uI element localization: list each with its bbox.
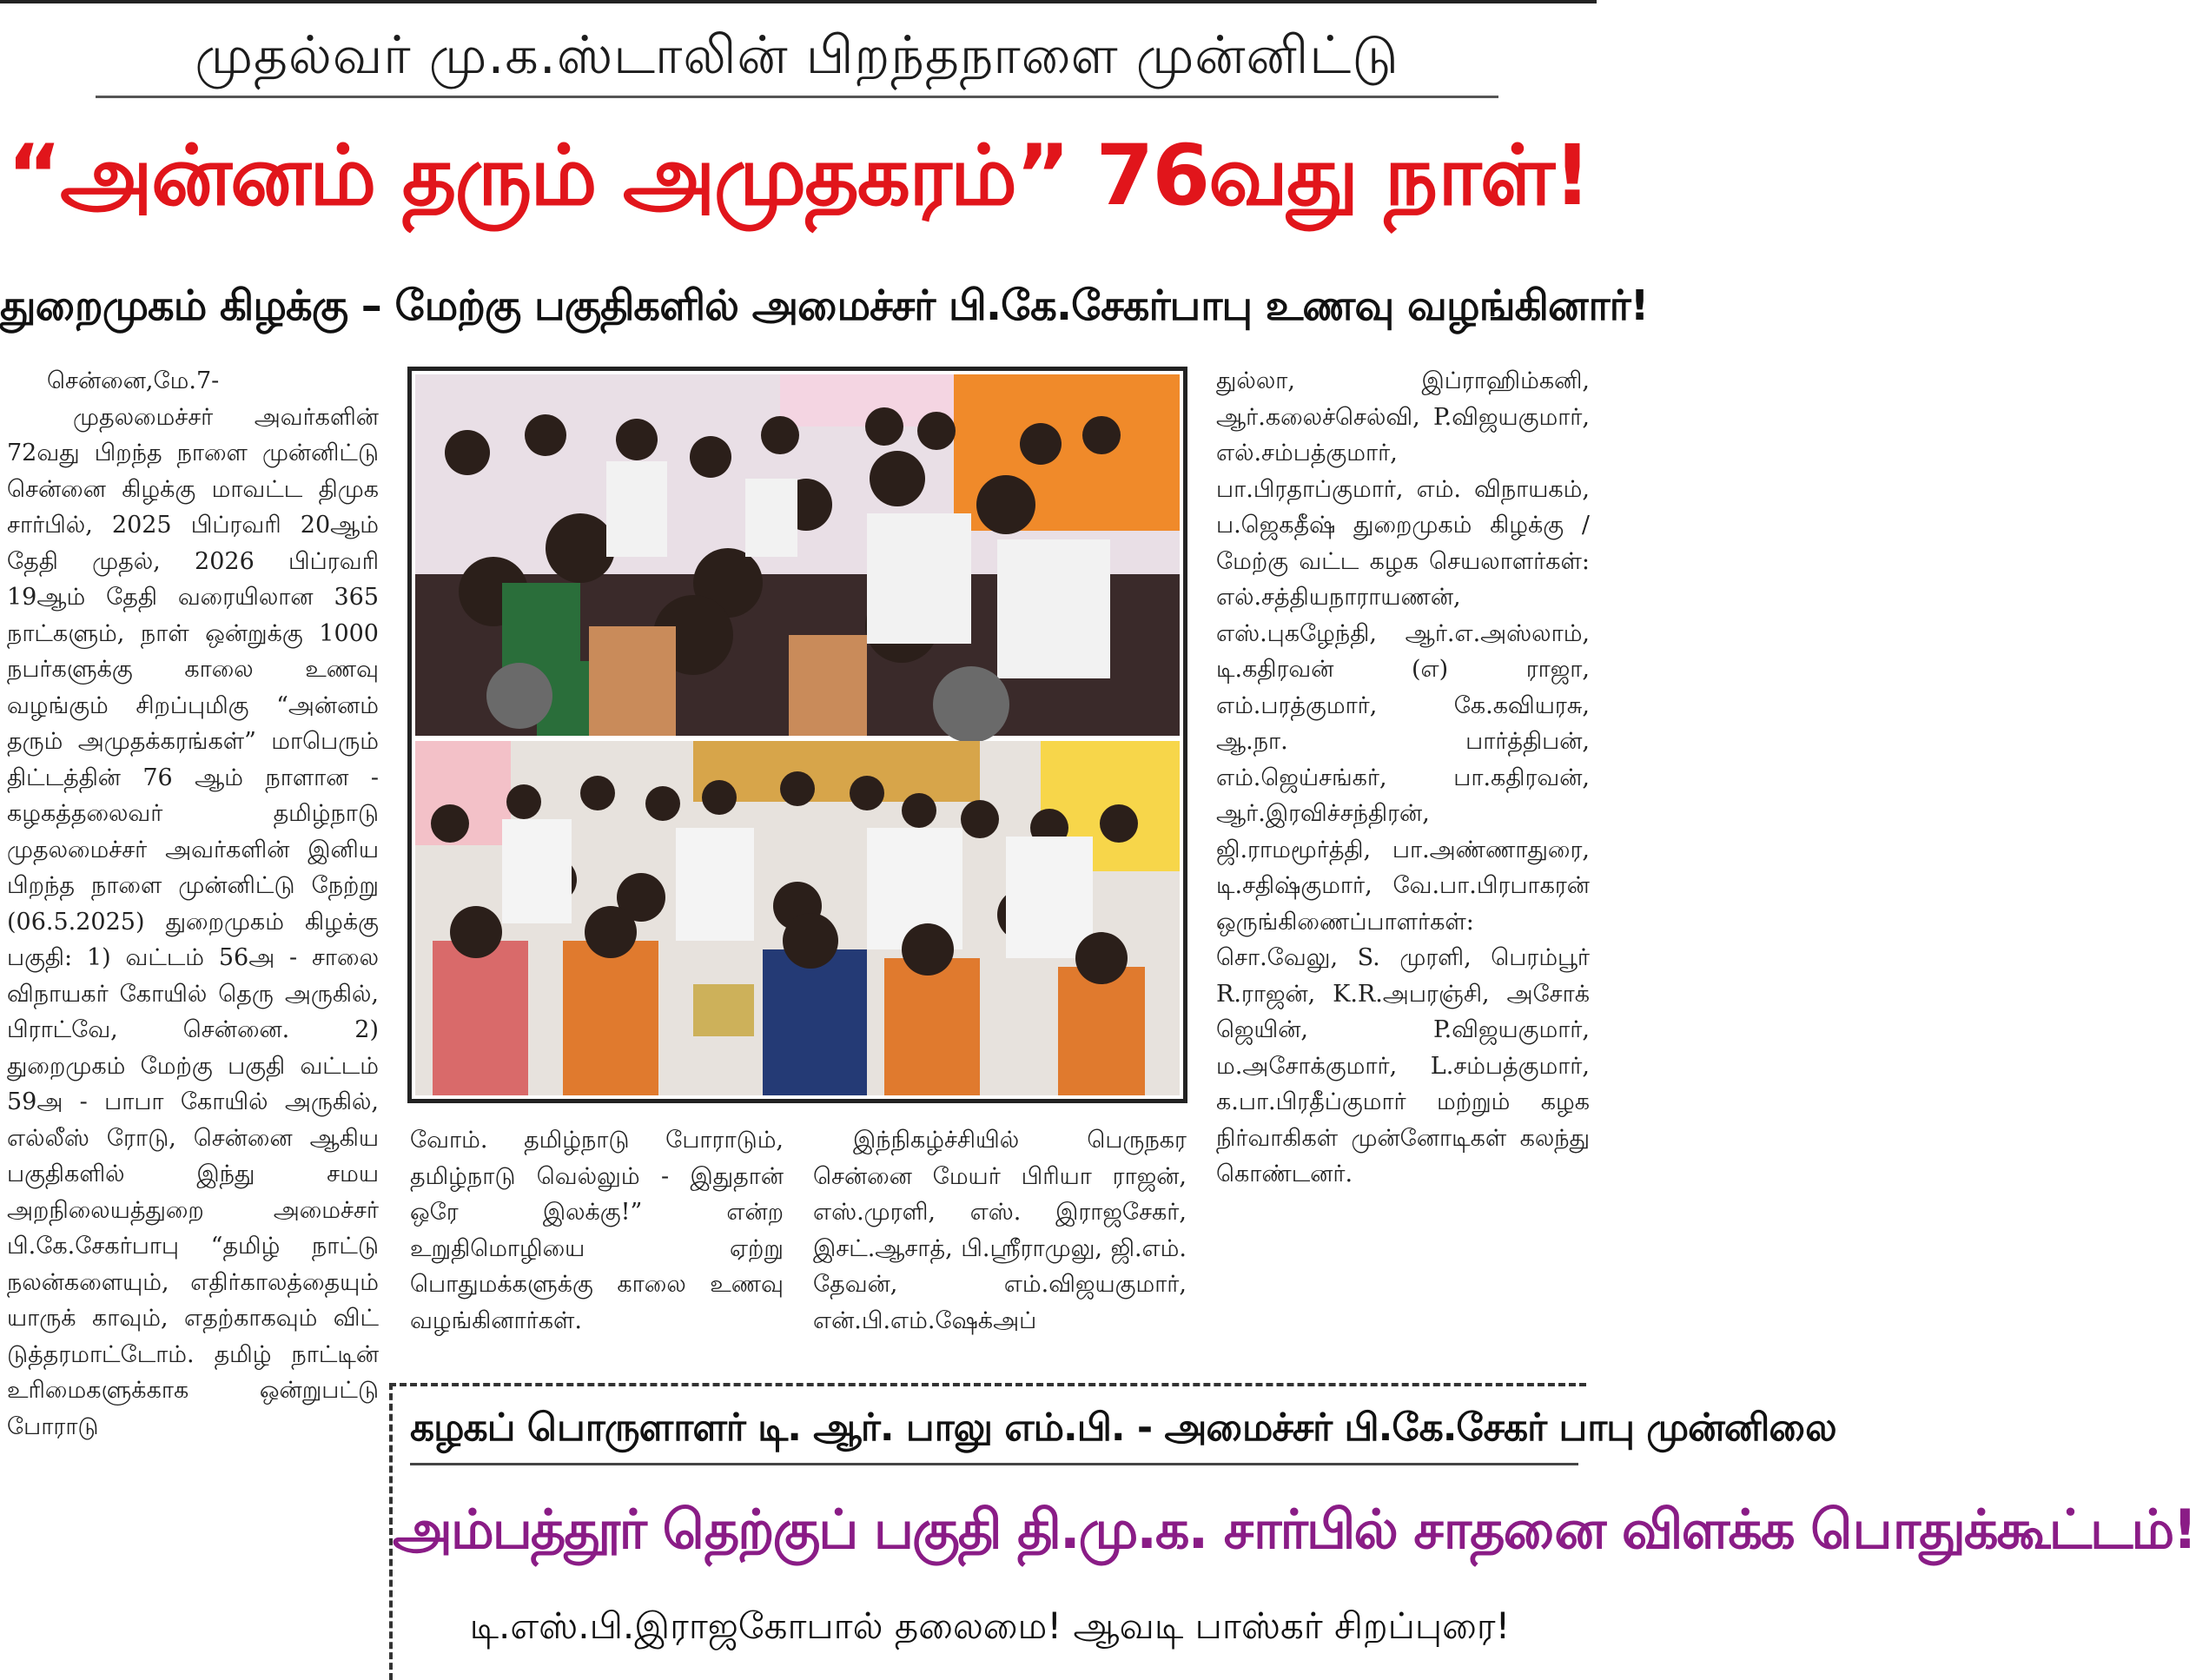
event-photo-frame (407, 367, 1187, 1103)
related-news-box (389, 1383, 2196, 1680)
article-text-right: துல்லா, இப்ராஹிம்கனி, ஆர்.கலைச்செல்வி, P.விஜயகுமார், எல்.சம்பத்குமார், பா.பிரதாப்குமார், எம். விநாயகம், ப.ஜெகதீஷ் துறைமுகம் கிழக்கு / மேற்கு வட்ட கழக செயலாளர்கள்: எல்.சத்தியநாராயணன், எஸ்.புகழேந்தி, ஆர்.எ.அஸ்லாம், டி.கதிரவன் (எ) ராஜா, எம்.பரத்குமார், கே.கவியரசு, ஆ.நா. பார்த்திபன், எம்.ஜெய்சங்கர், பா.கதிரவன், ஆர்.இரவிச்சந்திரன், ஜி.ராமமூர்த்தி, பா.அண்ணாதுரை, டி.சதிஷ்குமார், வே.பா.பிரபாகரன் ஒருங்கிணைப்பாளர்கள்: சொ.வேலு, S. முரளி, பெரம்பூர் R.ராஜன், K.R.அபரஞ்சி, அசோக் ஜெயின், P.விஜயகுமார், ம.அசோக்குமார், L.சம்பத்குமார், க.பா.பிரதீப்குமார் மற்றும் கழக நிர்வாகிகள் முன்னோடிகள் கலந்து கொண்டனர். (1216, 367, 1590, 1187)
event-photo-bottom (415, 741, 1180, 1095)
article-column-mid2 (813, 1122, 1187, 1374)
box-headline: அம்பத்தூர் தெற்குப் பகுதி தி.மு.க. சார்பில் சாதனை விளக்க பொதுக்கூட்டம்! (393, 1498, 2196, 1561)
article-column-left (7, 363, 379, 1679)
sub-headline: துறைமுகம் கிழக்கு – மேற்கு பகுதிகளில் அமைச்சர் பி.கே.சேகர்பாபு உணவு வழங்கினார்! (0, 281, 1649, 330)
dateline: சென்னை,மே.7- (47, 367, 220, 394)
article-text-mid2: இந்நிகழ்ச்சியில் பெருநகர சென்னை மேயர் பிரியா ராஜன், எஸ்.முரளி, எஸ். இராஜசேகர், இசட்.ஆசாத், பி.ஸ்ரீராமுலு, ஜி.எம். தேவன், எம்.விஜயகுமார், என்.பி.எம்.ஷேக்அப் (813, 1127, 1187, 1334)
article-text-left: முதலமைச்சர் அவர்களின் 72வது பிறந்த நாளை முன்னிட்டு சென்னை கிழக்கு மாவட்ட திமுக சார்பில், 2025 பிப்ரவரி 20ஆம் தேதி முதல், 2026 பிப்ரவரி 19ஆம் தேதி வரையிலான 365 நாட்களும், நாள் ஒன்றுக்கு 1000 நபர்களுக்கு காலை உணவு வழங்கும் சிறப்புமிகு “அன்னம் தரும் அமுதக்கரங்கள்” மாபெரும் திட்டத்தின் 76 ஆம் நாளான - கழகத்தலைவர் தமிழ்நாடு முதலமைச்சர் அவர்களின் இனிய பிறந்த நாளை முன்னிட்டு நேற்று (06.5.2025) துறைமுகம் கிழக்கு பகுதி: 1) வட்டம் 56அ - சாலை விநாயகர் கோயில் தெரு அருகில், பிராட்வே, சென்னை. 2) துறைமுகம் மேற்கு பகுதி வட்டம் 59அ - பாபா கோயில் அருகில், எல்லீஸ் ரோடு, சென்னை ஆகிய பகுதிகளில் இந்து சமய அறநிலையத்துறை அமைச்சர் பி.கே.சேகர்பாபு “தமிழ் நாட்டு நலன்களையும், எதிர்காலத்தையும் யாருக் காவும், எதற்காகவும் விட் டுத்தரமாட்டோம். தமிழ் நாட்டின் உரிமைகளுக்காக ஒன்றுபட்டு போராடு (7, 403, 379, 1440)
top-rule (0, 0, 1597, 3)
headline-kicker: முதல்வர் மு.க.ஸ்டாலின் பிறந்தநாளை முன்னிட்டு (96, 16, 1498, 98)
box-kicker: கழகப் பொருளாளர் டி. ஆர். பாலு எம்.பி. - அமைச்சர் பி.கே.சேகர் பாபு முன்னிலை (410, 1393, 1578, 1465)
article-text-mid1: வோம். தமிழ்நாடு போராடும், தமிழ்நாடு வெல்லும் - இதுதான் ஒரே இலக்கு!” என்ற உறுதிமொழியை ஏற்று பொதுமக்களுக்கு காலை உணவு வழங்கினார்கள். (410, 1127, 784, 1334)
article-column-right (1216, 363, 1590, 1371)
article-column-mid1 (410, 1122, 784, 1374)
box-subheadline: டி.எஸ்.பி.இராஜகோபால் தலைமை! ஆவடி பாஸ்கர் சிறப்புரை! (469, 1604, 1511, 1647)
event-photo-top (415, 374, 1180, 736)
main-headline: “அன்னம் தரும் அமுதகரம்” 76வது நாள்! (7, 127, 1590, 224)
